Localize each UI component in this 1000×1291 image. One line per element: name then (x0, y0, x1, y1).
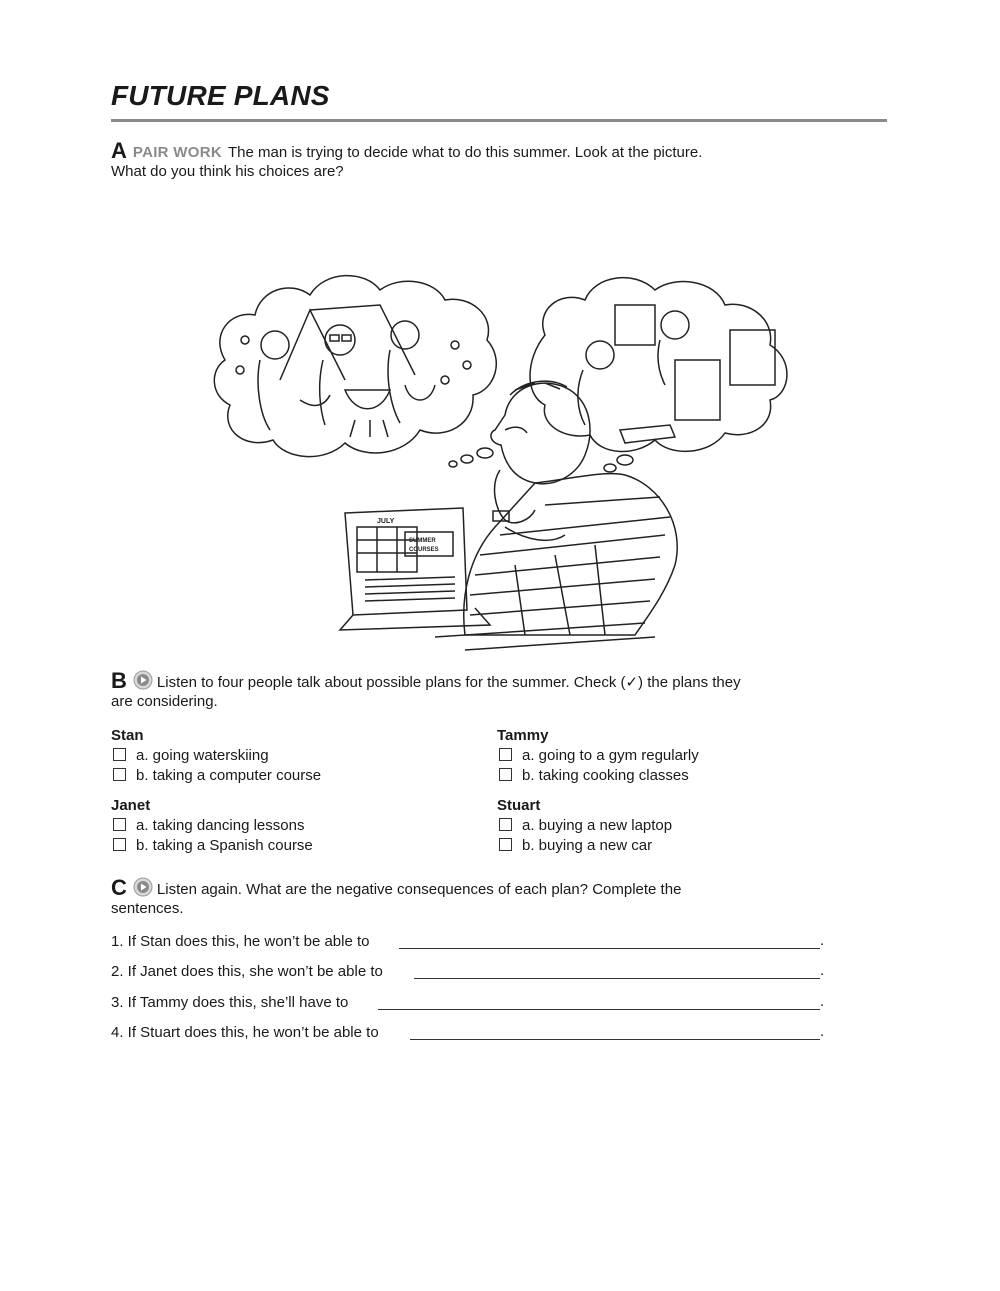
section-a (111, 138, 711, 181)
section-a-instructions: The man is trying to decide what to do this summer. Look at the picture. What do you think his choices are? (111, 144, 703, 180)
option-row (111, 746, 321, 766)
answer-blank-2[interactable] (414, 978, 820, 979)
checkbox[interactable] (113, 818, 126, 831)
group-tammy (497, 726, 699, 786)
option-label: a. taking dancing lessons (136, 817, 305, 834)
option-label: b. taking cooking classes (522, 767, 689, 784)
sentence-end-mark: . (820, 932, 825, 949)
checkbox[interactable] (113, 768, 126, 781)
option-label: a. going to a gym regularly (522, 747, 699, 764)
option-row (497, 766, 699, 786)
option-label: a. going waterskiing (136, 747, 269, 764)
checkbox[interactable] (499, 838, 512, 851)
sentence-4: 4. If Stuart does this, he won’t be able to (111, 1024, 379, 1041)
section-b-letter: B (111, 668, 127, 693)
option-row (497, 816, 672, 836)
sentence-1: 1. If Stan does this, he won’t be able to (111, 933, 370, 950)
group-stuart (497, 796, 672, 856)
sentence-end-mark: . (820, 962, 825, 979)
answer-blank-3[interactable] (378, 1009, 820, 1010)
group-name: Janet (111, 797, 151, 814)
answer-blank-1[interactable] (399, 948, 820, 949)
pair-work-tag: PAIR WORK (132, 144, 222, 161)
option-row (497, 746, 699, 766)
calendar-month-label: JULY (377, 518, 395, 525)
audio-play-icon[interactable] (133, 670, 153, 690)
checkbox[interactable] (113, 748, 126, 761)
section-c-letter: C (111, 875, 127, 900)
page-title: FUTURE PLANS (111, 80, 330, 111)
title-divider (111, 119, 887, 122)
option-label: b. taking a Spanish course (136, 837, 313, 854)
option-label: b. buying a new car (522, 837, 653, 854)
checkbox[interactable] (499, 748, 512, 761)
sentence-2: 2. If Janet does this, she won’t be able to (111, 963, 383, 980)
checkbox[interactable] (499, 768, 512, 781)
checkbox[interactable] (113, 838, 126, 851)
group-stan (111, 726, 321, 786)
section-b (111, 670, 751, 711)
option-row (111, 816, 313, 836)
sentence-end-mark: . (820, 1023, 825, 1040)
screen-label-summer: SUMMER (409, 538, 436, 544)
option-label: a. buying a new laptop (522, 817, 673, 834)
sentence-3: 3. If Tammy does this, she’ll have to (111, 994, 349, 1011)
checkbox[interactable] (499, 818, 512, 831)
section-a-letter: A (111, 138, 127, 163)
option-label: b. taking a computer course (136, 767, 322, 784)
group-name: Stuart (497, 797, 541, 814)
section-c-instructions: Listen again. What are the negative consequences of each plan? Complete the sentences. (111, 881, 682, 917)
answer-blank-4[interactable] (410, 1039, 820, 1040)
section-b-instructions: Listen to four people talk about possible plans for the summer. Check (✓) the plans they are considering. (111, 674, 741, 710)
group-janet (111, 796, 313, 856)
man-thinking-illustration (205, 265, 795, 655)
group-name: Tammy (497, 727, 549, 744)
sentence-end-mark: . (820, 993, 825, 1010)
screen-label-courses: COURSES (409, 547, 439, 553)
option-row (497, 836, 672, 856)
group-name: Stan (111, 727, 144, 744)
option-row (111, 836, 313, 856)
audio-play-icon[interactable] (133, 877, 153, 897)
option-row (111, 766, 321, 786)
section-c (111, 877, 751, 918)
camping-thought-cloud (214, 276, 496, 457)
